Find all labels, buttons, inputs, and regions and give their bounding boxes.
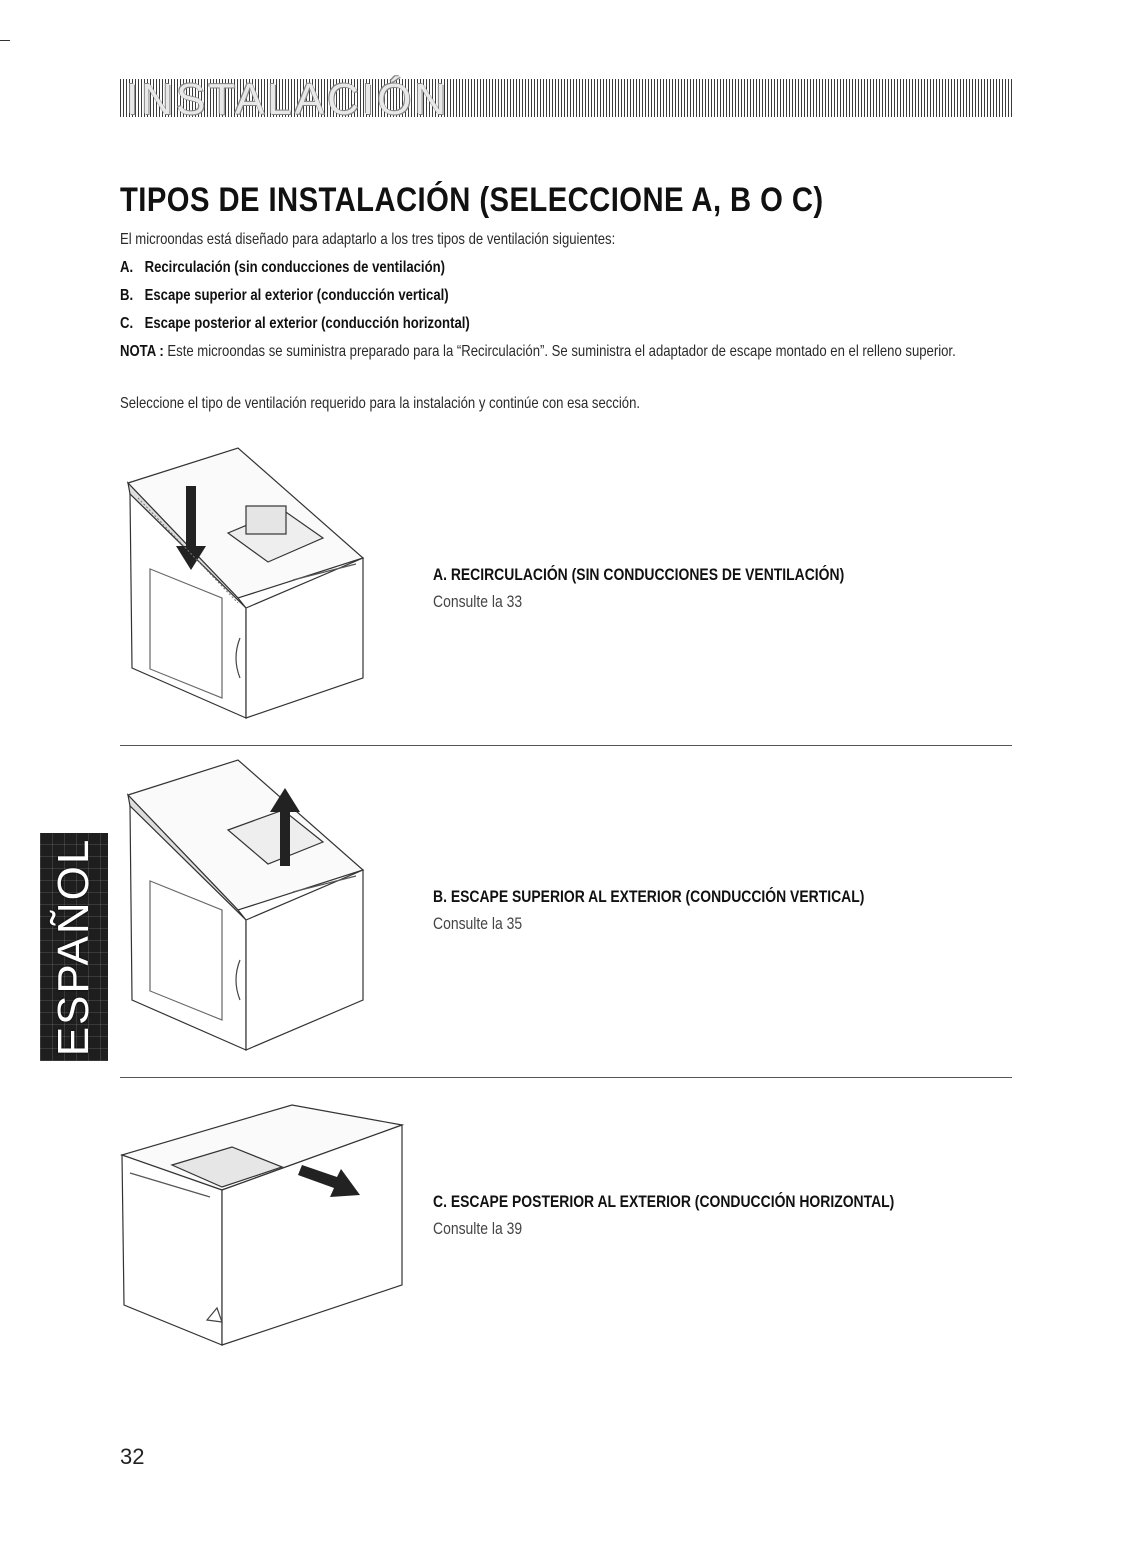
option-c [120, 315, 470, 333]
option-letter: B. [120, 287, 134, 304]
option-text: Escape posterior al exterior (conducción horizontal) [144, 315, 470, 332]
note-label: NOTA : [120, 343, 164, 360]
page-title: TIPOS DE INSTALACIÓN (SELECCIONE A, B O C) [120, 181, 824, 219]
option-text: Recirculación (sin conducciones de ventilación) [144, 259, 445, 276]
option-letter: C. [120, 315, 134, 332]
select-text: Seleccione el tipo de ventilación requerido para la instalación y continúe con esa sección. [120, 395, 641, 412]
divider [120, 1077, 1012, 1078]
language-tab-label: ESPAÑOL [49, 837, 98, 1057]
margin-tick [0, 40, 10, 41]
banner-title: INSTALACIÓN [126, 75, 450, 124]
section-title-a: A. RECIRCULACIÓN (SIN CONDUCCIONES DE VENTILACIÓN) [433, 565, 845, 584]
option-letter: A. [120, 259, 134, 276]
figure-recirculation [118, 438, 378, 728]
option-b [120, 287, 449, 305]
divider [120, 745, 1012, 746]
figure-rear-exhaust [112, 1095, 407, 1355]
figure-top-exhaust [118, 750, 378, 1060]
section-banner [120, 75, 1012, 124]
language-tab [40, 833, 108, 1061]
section-title-c: C. ESCAPE POSTERIOR AL EXTERIOR (CONDUCCIÓN HORIZONTAL) [433, 1192, 895, 1211]
note-text: Este microondas se suministra preparado para la “Recirculación”. Se suministra el adaptador de escape montado en el relleno superior. [167, 343, 956, 360]
section-ref-c: Consulte la 39 [433, 1219, 523, 1238]
intro-text: El microondas está diseñado para adaptarlo a los tres tipos de ventilación siguientes: [120, 231, 616, 248]
section-ref-b: Consulte la 35 [433, 914, 523, 933]
page-number: 32 [120, 1444, 145, 1469]
option-a [120, 259, 445, 277]
option-text: Escape superior al exterior (conducción vertical) [144, 287, 449, 304]
section-ref-a: Consulte la 33 [433, 592, 523, 611]
section-title-b: B. ESCAPE SUPERIOR AL EXTERIOR (CONDUCCIÓN VERTICAL) [433, 887, 865, 906]
note [120, 341, 981, 363]
